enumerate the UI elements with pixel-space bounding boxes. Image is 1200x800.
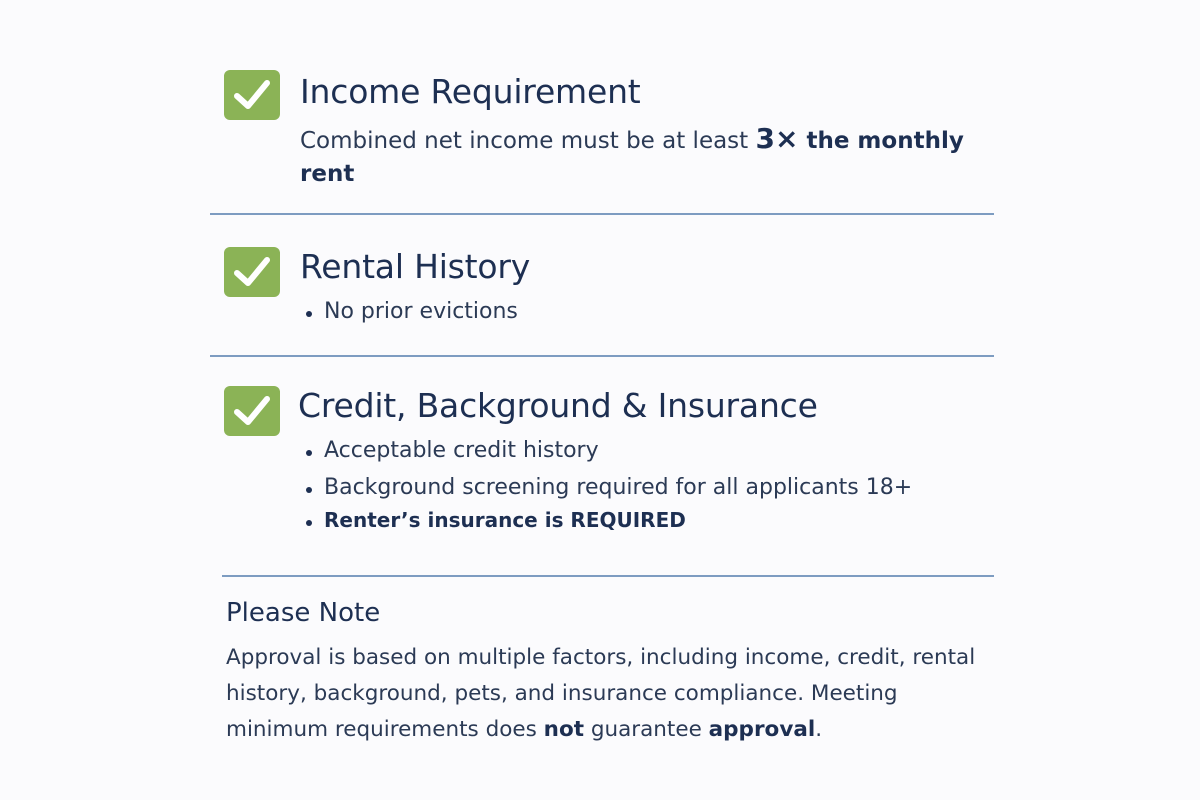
checkmark-icon: [224, 386, 280, 436]
income-description: [300, 122, 1000, 191]
income-multiplier: 3×: [755, 122, 799, 155]
checkmark-icon: [224, 70, 280, 120]
section-heading: Income Requirement: [300, 72, 641, 111]
section-rental-history: [224, 247, 1004, 337]
list-item: Acceptable credit history: [300, 438, 912, 463]
note-bold-not: not: [543, 717, 584, 742]
income-text: Combined net income must be at least: [300, 128, 756, 154]
list-item: Background screening required for all applicants 18+: [300, 475, 912, 500]
note-title: Please Note: [226, 598, 381, 628]
checkmark-icon: [224, 247, 280, 297]
note-text: guarantee: [584, 717, 709, 742]
section-credit-background-insurance: [224, 386, 1004, 556]
divider: [210, 355, 994, 357]
note-text: .: [815, 717, 823, 742]
note-bold-approval: approval: [708, 717, 816, 742]
list-item: No prior evictions: [300, 299, 518, 324]
list-item-emphasis: Renter’s insurance is REQUIRED: [300, 508, 912, 532]
divider: [210, 213, 994, 215]
bullet-list: [300, 438, 912, 532]
note-body: [226, 640, 986, 748]
divider: [222, 575, 994, 577]
note-text: Approval is based on multiple factors, including income, credit, rental history, background, pets, and insurance compliance. Meeting minimum requirements does: [226, 645, 976, 742]
bullet-list: [300, 299, 518, 324]
income-text-bold: the monthly rent: [300, 128, 964, 187]
section-heading: Rental History: [300, 247, 531, 286]
section-income: [224, 70, 1004, 190]
section-heading: Credit, Background & Insurance: [298, 386, 818, 425]
